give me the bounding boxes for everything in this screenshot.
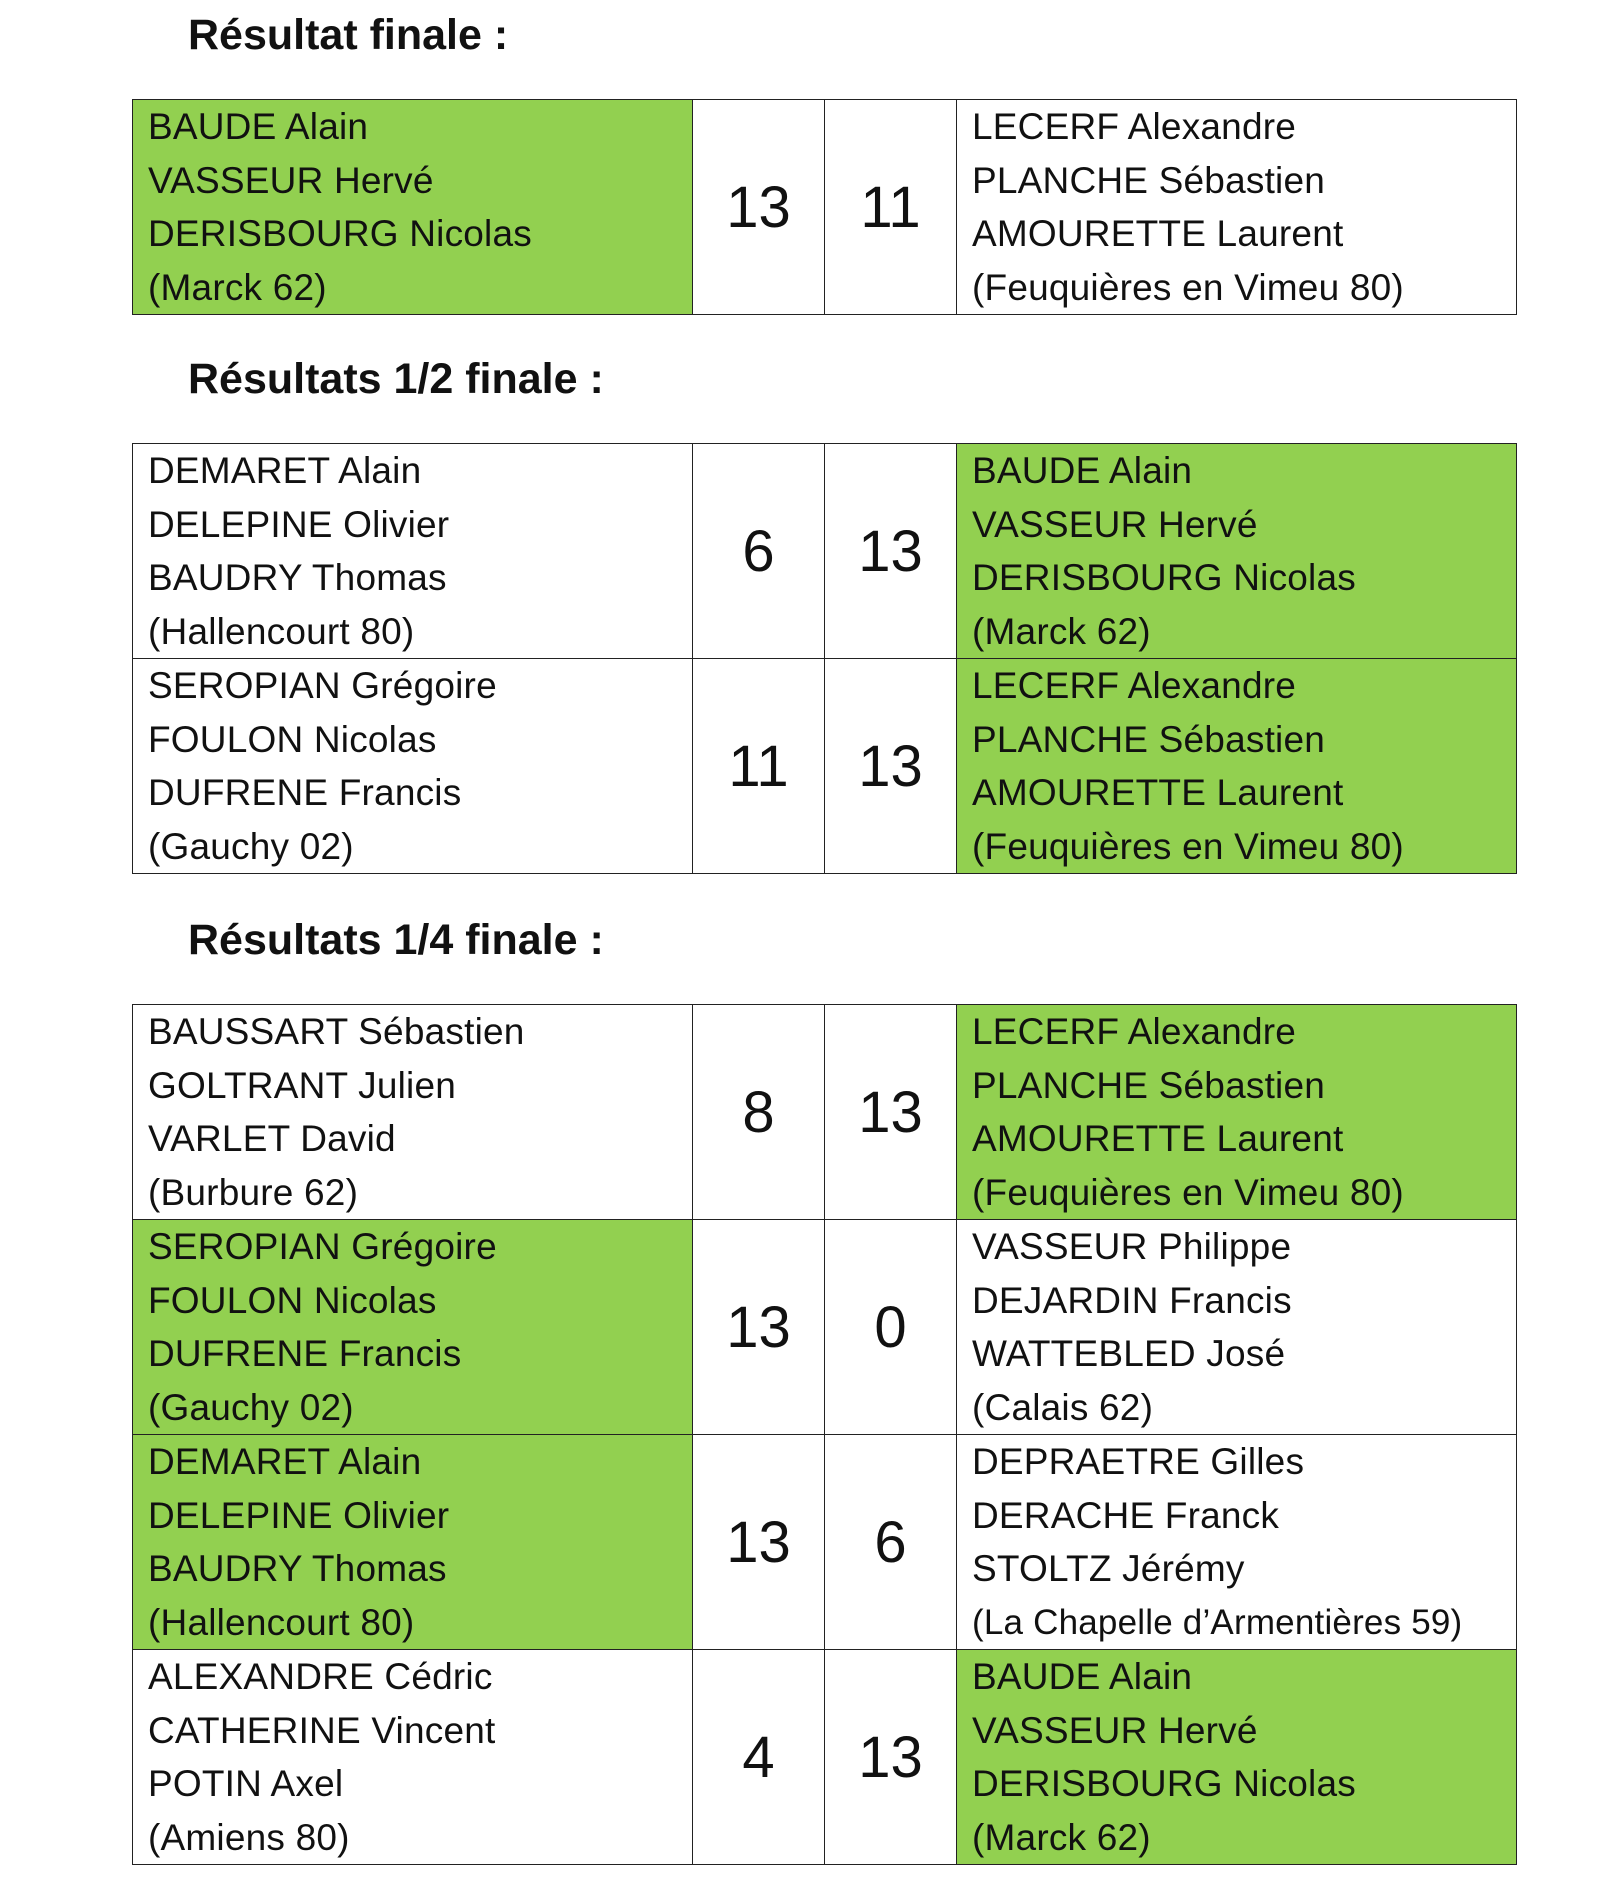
player-name: VASSEUR Philippe (972, 1226, 1292, 1267)
score-left: 13 (693, 100, 825, 315)
score-right: 13 (825, 659, 957, 874)
team-right (957, 444, 1517, 659)
club-name: (Calais 62) (972, 1386, 1154, 1428)
club-name: (Marck 62) (972, 1816, 1151, 1858)
club-name: (Feuquières en Vimeu 80) (972, 825, 1404, 867)
score-left: 8 (693, 1005, 825, 1220)
score-right: 13 (825, 444, 957, 659)
score-left: 4 (693, 1650, 825, 1865)
player-name: DUFRENE Francis (148, 1333, 462, 1374)
player-name: BAUDRY Thomas (148, 557, 447, 598)
match-row (133, 1220, 1517, 1435)
score-left: 6 (693, 444, 825, 659)
player-name: ALEXANDRE Cédric (148, 1656, 493, 1697)
score-left: 13 (693, 1435, 825, 1650)
score-right: 11 (825, 100, 957, 315)
section-title-quarterfinal: Résultats 1/4 finale : (188, 916, 604, 964)
quarterfinal-results-table (132, 1004, 1517, 1865)
player-name: FOULON Nicolas (148, 718, 437, 760)
match-row (133, 1005, 1517, 1220)
team-right (957, 100, 1517, 315)
player-name: DERISBOURG Nicolas (972, 1763, 1356, 1804)
club-name: (Marck 62) (972, 610, 1151, 652)
player-name: BAUSSART Sébastien (148, 1011, 525, 1052)
player-name: VARLET David (148, 1118, 396, 1159)
player-name: STOLTZ Jérémy (972, 1548, 1245, 1589)
final-results-table (132, 99, 1517, 315)
team-left (133, 100, 693, 315)
player-name: CATHERINE Vincent (148, 1709, 496, 1751)
player-name: VASSEUR Hervé (148, 159, 434, 201)
player-name: DEJARDIN Francis (972, 1279, 1292, 1321)
player-name: AMOURETTE Laurent (972, 1118, 1344, 1159)
player-name: DERISBOURG Nicolas (148, 213, 532, 254)
player-name: AMOURETTE Laurent (972, 772, 1344, 813)
match-row (133, 1435, 1517, 1650)
club-name: (La Chapelle d’Armentières 59) (972, 1602, 1463, 1642)
player-name: VASSEUR Hervé (972, 1709, 1258, 1751)
club-name: (Burbure 62) (148, 1171, 359, 1213)
player-name: DELEPINE Olivier (148, 503, 450, 545)
score-right: 13 (825, 1650, 957, 1865)
club-name: (Hallencourt 80) (148, 1601, 415, 1643)
player-name: PLANCHE Sébastien (972, 159, 1326, 201)
player-name: LECERF Alexandre (972, 665, 1297, 706)
club-name: (Gauchy 02) (148, 1386, 354, 1428)
match-row (133, 444, 1517, 659)
player-name: LECERF Alexandre (972, 1011, 1297, 1052)
score-left: 11 (693, 659, 825, 874)
player-name: BAUDRY Thomas (148, 1548, 447, 1589)
player-name: DERACHE Franck (972, 1494, 1280, 1536)
player-name: BAUDE Alain (148, 106, 369, 147)
match-row (133, 100, 1517, 315)
player-name: DEMARET Alain (148, 1441, 422, 1482)
player-name: FOULON Nicolas (148, 1279, 437, 1321)
team-right (957, 1220, 1517, 1435)
player-name: DUFRENE Francis (148, 772, 462, 813)
team-right (957, 1005, 1517, 1220)
player-name: DERISBOURG Nicolas (972, 557, 1356, 598)
section-title-semifinal: Résultats 1/2 finale : (188, 355, 604, 403)
team-left (133, 1435, 693, 1650)
team-left (133, 444, 693, 659)
player-name: DELEPINE Olivier (148, 1494, 450, 1536)
section-title-final: Résultat finale : (188, 11, 509, 59)
player-name: SEROPIAN Grégoire (148, 665, 497, 706)
team-left (133, 1005, 693, 1220)
score-right: 6 (825, 1435, 957, 1650)
club-name: (Feuquières en Vimeu 80) (972, 1171, 1404, 1213)
player-name: BAUDE Alain (972, 1656, 1193, 1697)
player-name: WATTEBLED José (972, 1333, 1286, 1374)
club-name: (Gauchy 02) (148, 825, 354, 867)
player-name: LECERF Alexandre (972, 106, 1297, 147)
player-name: BAUDE Alain (972, 450, 1193, 491)
match-row (133, 659, 1517, 874)
club-name: (Marck 62) (148, 266, 327, 308)
score-left: 13 (693, 1220, 825, 1435)
score-right: 0 (825, 1220, 957, 1435)
semifinal-results-table (132, 443, 1517, 874)
player-name: DEMARET Alain (148, 450, 422, 491)
player-name: PLANCHE Sébastien (972, 718, 1326, 760)
club-name: (Feuquières en Vimeu 80) (972, 266, 1404, 308)
team-left (133, 1650, 693, 1865)
player-name: VASSEUR Hervé (972, 503, 1258, 545)
team-left (133, 1220, 693, 1435)
player-name: PLANCHE Sébastien (972, 1064, 1326, 1106)
club-name: (Amiens 80) (148, 1816, 350, 1858)
match-row (133, 1650, 1517, 1865)
player-name: DEPRAETRE Gilles (972, 1441, 1305, 1482)
team-left (133, 659, 693, 874)
player-name: GOLTRANT Julien (148, 1064, 456, 1106)
club-name: (Hallencourt 80) (148, 610, 415, 652)
player-name: SEROPIAN Grégoire (148, 1226, 497, 1267)
player-name: POTIN Axel (148, 1763, 344, 1804)
team-right (957, 659, 1517, 874)
team-right (957, 1650, 1517, 1865)
score-right: 13 (825, 1005, 957, 1220)
team-right (957, 1435, 1517, 1650)
player-name: AMOURETTE Laurent (972, 213, 1344, 254)
